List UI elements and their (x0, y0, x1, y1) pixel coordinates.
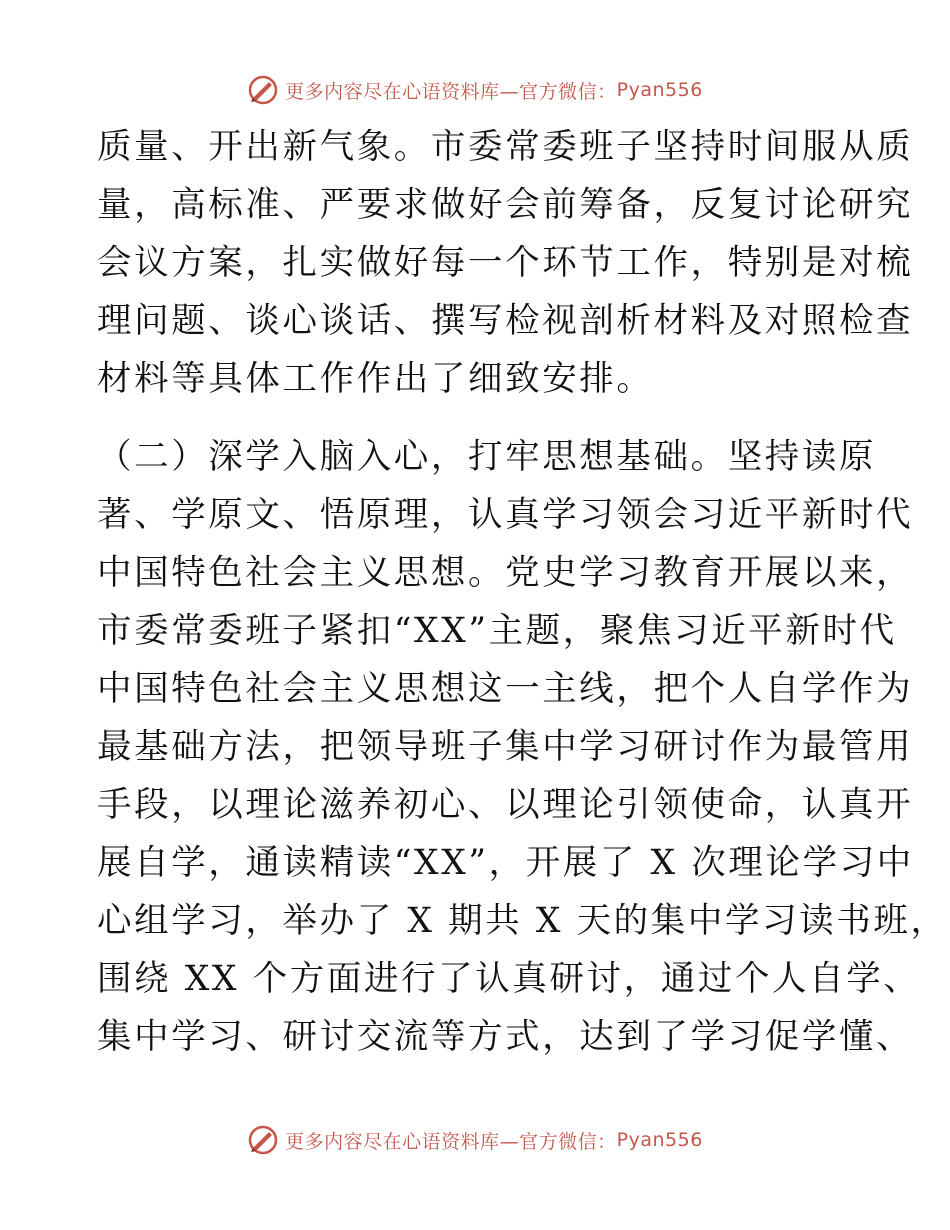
watermark-wechat-id: Pyan556 (616, 79, 703, 101)
watermark-text: 更多内容尽在心语资料库—官方微信： (285, 1130, 617, 1153)
text-line: 中国特色社会主义思想。党史学习教育开展以来， (97, 553, 914, 593)
paragraph-1 (97, 118, 914, 408)
text-line: 著、学原文、悟原理，认真学习领会习近平新时代 (97, 495, 914, 535)
document-body (97, 118, 948, 1066)
paragraph-gap (97, 408, 857, 428)
watermark-wechat-id: Pyan556 (616, 1129, 703, 1151)
text-line: 中国特色社会主义思想这一主线，把个人自学作为 (97, 669, 914, 709)
text-line: 手段，以理论滋养初心、以理论引领使命，认真开 (97, 785, 914, 825)
text-line: 最基础方法，把领导班子集中学习研讨作为最管用 (97, 727, 914, 767)
paragraph-2 (97, 428, 948, 1066)
text-line: 理问题、谈心谈话、撰写检视剖析材料及对照检查 (97, 301, 914, 341)
text-line: 展自学，通读精读“XX”，开展了 X 次理论学习中 (97, 843, 914, 883)
text-line: 心组学习，举办了 X 期共 X 天的集中学习读书班， (97, 901, 948, 941)
pen-seal-icon (247, 1124, 279, 1156)
text-line: 材料等具体工作作出了细致安排。 (97, 359, 654, 399)
pen-seal-icon (247, 74, 279, 106)
text-line: 集中学习、研讨交流等方式，达到了学习促学懂、 (97, 1017, 914, 1057)
header-watermark (0, 70, 950, 110)
watermark-text: 更多内容尽在心语资料库—官方微信： (285, 80, 617, 103)
text-line: 会议方案，扎实做好每一个环节工作，特别是对梳 (97, 243, 914, 283)
text-line: 围绕 XX 个方面进行了认真研讨，通过个人自学、 (97, 959, 921, 999)
text-line: （二）深学入脑入心，打牢思想基础。坚持读原 (97, 437, 877, 477)
text-line: 量，高标准、严要求做好会前筹备，反复讨论研究 (97, 185, 914, 225)
footer-watermark (0, 1120, 950, 1160)
text-line: 质量、开出新气象。市委常委班子坚持时间服从质 (97, 127, 914, 167)
text-line: 市委常委班子紧扣“XX”主题，聚焦习近平新时代 (97, 611, 897, 651)
